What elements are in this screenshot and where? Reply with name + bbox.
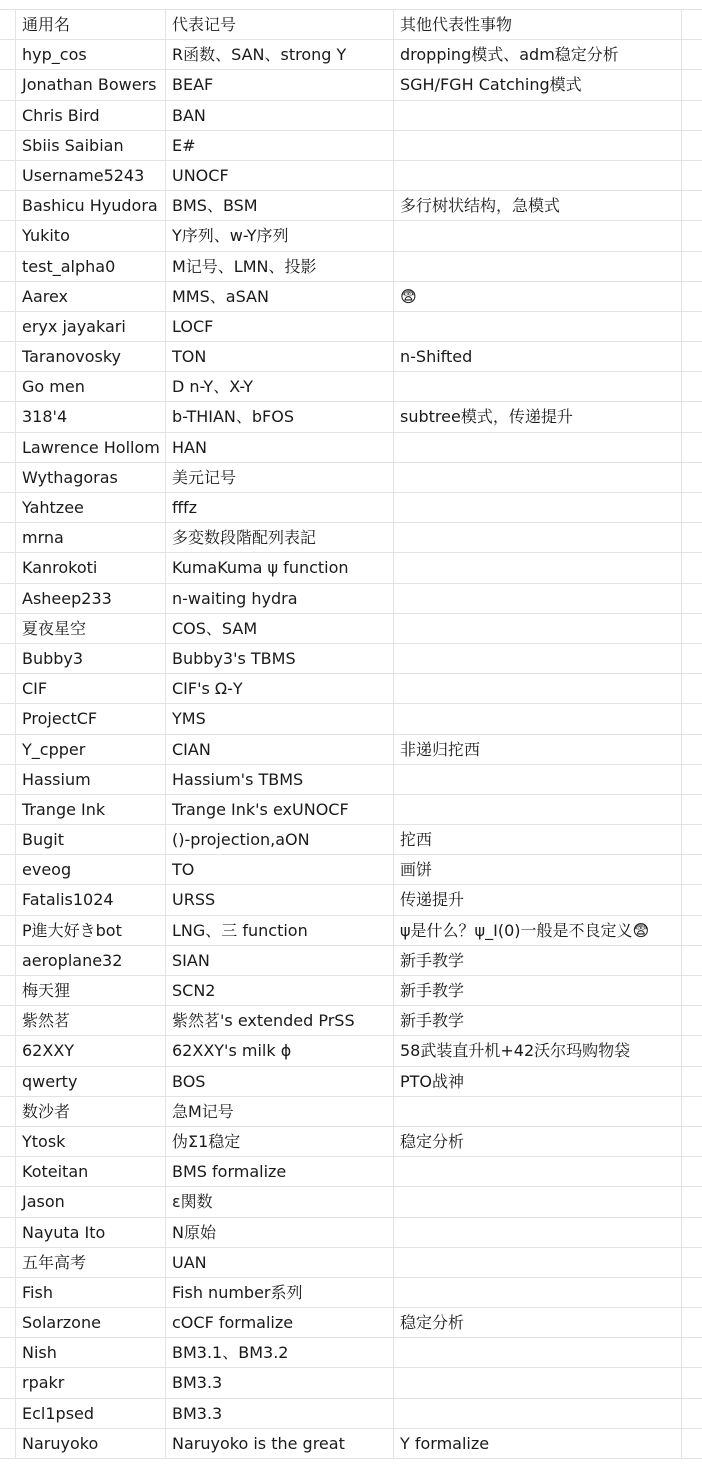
name-cell[interactable]: P進大好きbot	[16, 916, 166, 945]
row-gutter	[0, 825, 16, 854]
table-row	[0, 161, 702, 191]
other-cell[interactable]	[394, 1187, 682, 1216]
row-gutter	[0, 1067, 16, 1096]
name-cell[interactable]: Bubby3	[16, 644, 166, 673]
notation-cell[interactable]: MMS、aSAN	[166, 282, 394, 311]
notation-cell[interactable]: BM3.1、BM3.2	[166, 1338, 394, 1367]
row-gutter	[0, 644, 16, 673]
table-row	[0, 463, 702, 493]
table-row	[0, 252, 702, 282]
notation-cell[interactable]: M记号、LMN、投影	[166, 252, 394, 281]
empty-column-cell[interactable]	[682, 976, 702, 1005]
table-row	[0, 70, 702, 100]
table-row	[0, 855, 702, 885]
notation-cell[interactable]: UAN	[166, 1248, 394, 1277]
name-cell[interactable]: Fish	[16, 1278, 166, 1307]
name-cell[interactable]: Aarex	[16, 282, 166, 311]
header-row	[0, 10, 702, 40]
name-cell[interactable]: eveog	[16, 855, 166, 884]
other-cell[interactable]	[394, 1338, 682, 1367]
other-cell[interactable]	[394, 252, 682, 281]
table-row	[0, 795, 702, 825]
empty-column-cell[interactable]	[682, 1157, 702, 1186]
row-gutter	[0, 614, 16, 643]
notation-cell[interactable]: KumaKuma ψ function	[166, 553, 394, 582]
table-row	[0, 825, 702, 855]
table-row	[0, 523, 702, 553]
name-cell[interactable]: Sbiis Saibian	[16, 131, 166, 160]
empty-column-cell[interactable]	[682, 614, 702, 643]
other-cell[interactable]	[394, 765, 682, 794]
name-cell[interactable]: 梅天狸	[16, 976, 166, 1005]
other-cell[interactable]	[394, 553, 682, 582]
notation-cell[interactable]: LOCF	[166, 312, 394, 341]
row-gutter	[0, 1218, 16, 1247]
empty-column-cell[interactable]	[682, 282, 702, 311]
row-gutter	[0, 312, 16, 341]
notation-cell[interactable]: 62XXY's milk ϕ	[166, 1036, 394, 1065]
notation-cell[interactable]: R函数、SAN、strong Y	[166, 40, 394, 69]
other-cell[interactable]: 传递提升	[394, 885, 682, 914]
notation-cell[interactable]: Naruyoko is the great	[166, 1429, 394, 1458]
row-gutter	[0, 976, 16, 1005]
row-gutter	[0, 855, 16, 884]
empty-column-cell[interactable]	[682, 1248, 702, 1277]
table-row	[0, 101, 702, 131]
other-cell[interactable]	[394, 1399, 682, 1428]
name-cell[interactable]: 紫然茗	[16, 1006, 166, 1035]
notation-cell[interactable]: TON	[166, 342, 394, 371]
empty-column-cell[interactable]	[682, 1036, 702, 1065]
table-row	[0, 1006, 702, 1036]
notation-cell[interactable]: cOCF formalize	[166, 1308, 394, 1337]
row-gutter	[0, 70, 16, 99]
other-cell[interactable]: SGH/FGH Catching模式	[394, 70, 682, 99]
table-row	[0, 342, 702, 372]
other-cell[interactable]: Y formalize	[394, 1429, 682, 1458]
table-row	[0, 1399, 702, 1429]
table-row	[0, 885, 702, 915]
empty-column-cell[interactable]	[682, 40, 702, 69]
empty-column-cell[interactable]	[682, 1187, 702, 1216]
name-cell[interactable]: Jonathan Bowers	[16, 70, 166, 99]
row-gutter	[0, 523, 16, 552]
notation-cell[interactable]: BMS formalize	[166, 1157, 394, 1186]
table-row	[0, 614, 702, 644]
notation-table	[0, 10, 702, 1459]
empty-column-cell[interactable]	[682, 553, 702, 582]
other-cell[interactable]: 非递归拕西	[394, 735, 682, 764]
row-gutter	[0, 1036, 16, 1065]
table-row	[0, 976, 702, 1006]
empty-column-cell[interactable]	[682, 885, 702, 914]
empty-column-cell[interactable]	[682, 825, 702, 854]
row-gutter	[0, 1187, 16, 1216]
table-row	[0, 1338, 702, 1368]
notation-cell[interactable]: n-waiting hydra	[166, 584, 394, 613]
table-row	[0, 1368, 702, 1398]
row-gutter	[0, 40, 16, 69]
table-row	[0, 584, 702, 614]
name-cell[interactable]: test_alpha0	[16, 252, 166, 281]
name-cell[interactable]: 数沙者	[16, 1097, 166, 1126]
name-cell[interactable]: Username5243	[16, 161, 166, 190]
empty-column-cell[interactable]	[682, 372, 702, 401]
name-cell[interactable]: Ecl1psed	[16, 1399, 166, 1428]
table-row	[0, 372, 702, 402]
notation-cell[interactable]: fffz	[166, 493, 394, 522]
empty-column-cell[interactable]	[682, 1218, 702, 1247]
row-gutter	[0, 372, 16, 401]
empty-column-cell[interactable]	[682, 10, 702, 39]
name-cell[interactable]: Taranovosky	[16, 342, 166, 371]
name-cell[interactable]: Kanrokoti	[16, 553, 166, 582]
other-cell[interactable]	[394, 1368, 682, 1397]
notation-cell[interactable]: BM3.3	[166, 1399, 394, 1428]
row-gutter	[0, 221, 16, 250]
empty-column-cell[interactable]	[682, 70, 702, 99]
empty-column-cell[interactable]	[682, 312, 702, 341]
empty-column-cell[interactable]	[682, 735, 702, 764]
notation-cell[interactable]: CIF's Ω-Y	[166, 674, 394, 703]
table-row	[0, 402, 702, 432]
name-cell[interactable]: Koteitan	[16, 1157, 166, 1186]
notation-cell[interactable]: Hassium's TBMS	[166, 765, 394, 794]
row-gutter	[0, 674, 16, 703]
name-cell[interactable]: Jason	[16, 1187, 166, 1216]
empty-column-cell[interactable]	[682, 855, 702, 884]
empty-column-cell[interactable]	[682, 252, 702, 281]
table-row	[0, 674, 702, 704]
row-gutter	[0, 1097, 16, 1126]
notation-cell[interactable]: YMS	[166, 704, 394, 733]
row-gutter	[0, 1006, 16, 1035]
notation-cell[interactable]: 美元记号	[166, 463, 394, 492]
table-row	[0, 1036, 702, 1066]
notation-cell[interactable]: ε関数	[166, 1187, 394, 1216]
table-row	[0, 1248, 702, 1278]
table-row	[0, 1067, 702, 1097]
empty-column-cell[interactable]	[682, 131, 702, 160]
notation-cell[interactable]: N原始	[166, 1218, 394, 1247]
notation-cell[interactable]: BOS	[166, 1067, 394, 1096]
notation-cell[interactable]: Bubby3's TBMS	[166, 644, 394, 673]
other-cell[interactable]	[394, 644, 682, 673]
empty-column-cell[interactable]	[682, 1127, 702, 1156]
table-row	[0, 704, 702, 734]
notation-cell[interactable]: BEAF	[166, 70, 394, 99]
notation-cell[interactable]: BAN	[166, 101, 394, 130]
table-row	[0, 1097, 702, 1127]
row-gutter	[0, 1127, 16, 1156]
empty-column-cell[interactable]	[682, 1006, 702, 1035]
row-gutter	[0, 1399, 16, 1428]
notation-cell[interactable]: 多変数段階配列表記	[166, 523, 394, 552]
row-gutter	[0, 1248, 16, 1277]
name-cell[interactable]: Yukito	[16, 221, 166, 250]
table-row	[0, 1157, 702, 1187]
other-cell[interactable]	[394, 101, 682, 130]
empty-column-cell[interactable]	[682, 1338, 702, 1367]
notation-cell[interactable]: SIAN	[166, 946, 394, 975]
other-cell[interactable]	[394, 433, 682, 462]
notation-cell[interactable]: ()-projection,aON	[166, 825, 394, 854]
row-gutter	[0, 161, 16, 190]
table-row	[0, 433, 702, 463]
other-cell[interactable]	[394, 584, 682, 613]
other-cell[interactable]: 画饼	[394, 855, 682, 884]
row-gutter	[0, 1368, 16, 1397]
empty-column-cell[interactable]	[682, 493, 702, 522]
empty-column-cell[interactable]	[682, 523, 702, 552]
row-gutter	[0, 1278, 16, 1307]
table-row	[0, 282, 702, 312]
name-cell[interactable]: hyp_cos	[16, 40, 166, 69]
empty-column-cell[interactable]	[682, 1097, 702, 1126]
name-cell[interactable]: Lawrence Hollom	[16, 433, 166, 462]
table-row	[0, 191, 702, 221]
notation-cell[interactable]: LNG、三 function	[166, 916, 394, 945]
row-gutter	[0, 1308, 16, 1337]
name-cell[interactable]: Ytosk	[16, 1127, 166, 1156]
empty-column-cell[interactable]	[682, 342, 702, 371]
table-row	[0, 1218, 702, 1248]
other-cell[interactable]: 稳定分析	[394, 1308, 682, 1337]
name-cell[interactable]: Chris Bird	[16, 101, 166, 130]
other-cell[interactable]	[394, 1097, 682, 1126]
row-gutter	[0, 584, 16, 613]
other-cell[interactable]: 新手教学	[394, 946, 682, 975]
empty-column-cell[interactable]	[682, 191, 702, 220]
other-cell[interactable]: 新手教学	[394, 976, 682, 1005]
name-cell[interactable]: rpakr	[16, 1368, 166, 1397]
row-gutter	[0, 433, 16, 462]
other-cell[interactable]: 稳定分析	[394, 1127, 682, 1156]
other-cell[interactable]	[394, 1157, 682, 1186]
notation-cell[interactable]: Trange Ink's exUNOCF	[166, 795, 394, 824]
row-gutter	[0, 252, 16, 281]
notation-cell[interactable]: COS、SAM	[166, 614, 394, 643]
other-cell[interactable]	[394, 463, 682, 492]
name-cell[interactable]: Solarzone	[16, 1308, 166, 1337]
table-row	[0, 946, 702, 976]
empty-column-cell[interactable]	[682, 1368, 702, 1397]
empty-column-cell[interactable]	[682, 101, 702, 130]
empty-column-cell[interactable]	[682, 1399, 702, 1428]
other-cell[interactable]	[394, 1248, 682, 1277]
table-row	[0, 644, 702, 674]
name-cell[interactable]: Asheep233	[16, 584, 166, 613]
name-cell[interactable]: Naruyoko	[16, 1429, 166, 1458]
header-cell[interactable]: 通用名	[16, 10, 166, 39]
notation-cell[interactable]: D n-Y、X-Y	[166, 372, 394, 401]
notation-cell[interactable]: 急M记号	[166, 1097, 394, 1126]
notation-cell[interactable]: BM3.3	[166, 1368, 394, 1397]
row-gutter	[0, 765, 16, 794]
name-cell[interactable]: 五年高考	[16, 1248, 166, 1277]
other-cell[interactable]	[394, 1218, 682, 1247]
notation-cell[interactable]: UNOCF	[166, 161, 394, 190]
row-gutter	[0, 402, 16, 431]
other-cell[interactable]: 多行树状结构，急模式	[394, 191, 682, 220]
header-cell[interactable]: 其他代表性事物	[394, 10, 682, 39]
name-cell[interactable]: Go men	[16, 372, 166, 401]
empty-column-cell[interactable]	[682, 402, 702, 431]
row-gutter	[0, 916, 16, 945]
name-cell[interactable]: eryx jayakari	[16, 312, 166, 341]
row-gutter	[0, 10, 16, 39]
table-row	[0, 765, 702, 795]
name-cell[interactable]: mrna	[16, 523, 166, 552]
other-cell[interactable]	[394, 674, 682, 703]
notation-cell[interactable]: Y序列、w-Y序列	[166, 221, 394, 250]
row-gutter	[0, 282, 16, 311]
name-cell[interactable]: Trange Ink	[16, 795, 166, 824]
name-cell[interactable]: Y_cpper	[16, 735, 166, 764]
table-row	[0, 1127, 702, 1157]
other-cell[interactable]: dropping模式、adm稳定分析	[394, 40, 682, 69]
empty-column-cell[interactable]	[682, 916, 702, 945]
table-row	[0, 1308, 702, 1338]
other-cell[interactable]: n-Shifted	[394, 342, 682, 371]
empty-column-cell[interactable]	[682, 765, 702, 794]
other-cell[interactable]	[394, 312, 682, 341]
table-row	[0, 312, 702, 342]
empty-column-cell[interactable]	[682, 795, 702, 824]
other-cell[interactable]	[394, 161, 682, 190]
row-gutter	[0, 131, 16, 160]
table-row	[0, 40, 702, 70]
table-row	[0, 1187, 702, 1217]
other-cell[interactable]	[394, 795, 682, 824]
other-cell[interactable]	[394, 704, 682, 733]
other-cell[interactable]: 新手教学	[394, 1006, 682, 1035]
name-cell[interactable]: 318'4	[16, 402, 166, 431]
table-row	[0, 916, 702, 946]
name-cell[interactable]: aeroplane32	[16, 946, 166, 975]
empty-column-cell[interactable]	[682, 704, 702, 733]
notation-cell[interactable]: b-THIAN、bFOS	[166, 402, 394, 431]
table-row	[0, 1278, 702, 1308]
empty-column-cell[interactable]	[682, 1308, 702, 1337]
name-cell[interactable]: CIF	[16, 674, 166, 703]
row-gutter	[0, 1157, 16, 1186]
name-cell[interactable]: Nayuta Ito	[16, 1218, 166, 1247]
notation-cell[interactable]: E#	[166, 131, 394, 160]
row-gutter	[0, 493, 16, 522]
notation-cell[interactable]: TO	[166, 855, 394, 884]
other-cell[interactable]	[394, 221, 682, 250]
table-row	[0, 131, 702, 161]
other-cell[interactable]: 拕西	[394, 825, 682, 854]
other-cell[interactable]: 58武装直升机+42沃尔玛购物袋	[394, 1036, 682, 1065]
row-gutter	[0, 735, 16, 764]
row-gutter	[0, 463, 16, 492]
notation-cell[interactable]: CIAN	[166, 735, 394, 764]
name-cell[interactable]: 62XXY	[16, 1036, 166, 1065]
other-cell[interactable]	[394, 523, 682, 552]
name-cell[interactable]: qwerty	[16, 1067, 166, 1096]
row-gutter	[0, 342, 16, 371]
table-row	[0, 1429, 702, 1459]
notation-cell[interactable]: 紫然茗's extended PrSS	[166, 1006, 394, 1035]
other-cell[interactable]	[394, 372, 682, 401]
name-cell[interactable]: Nish	[16, 1338, 166, 1367]
name-cell[interactable]: ProjectCF	[16, 704, 166, 733]
other-cell[interactable]: 😨	[394, 282, 682, 311]
notation-cell[interactable]: Fish number系列	[166, 1278, 394, 1307]
table-row	[0, 493, 702, 523]
row-gutter	[0, 101, 16, 130]
row-gutter	[0, 946, 16, 975]
notation-cell[interactable]: BMS、BSM	[166, 191, 394, 220]
other-cell[interactable]: ψ是什么？ψ_I(0)一般是不良定义😨	[394, 916, 682, 945]
empty-column-cell[interactable]	[682, 1429, 702, 1458]
row-gutter	[0, 1338, 16, 1367]
row-gutter	[0, 885, 16, 914]
notation-cell[interactable]: URSS	[166, 885, 394, 914]
other-cell[interactable]: PTO战神	[394, 1067, 682, 1096]
empty-column-cell[interactable]	[682, 1067, 702, 1096]
empty-column-cell[interactable]	[682, 644, 702, 673]
empty-column-cell[interactable]	[682, 946, 702, 975]
name-cell[interactable]: Bashicu Hyudora	[16, 191, 166, 220]
row-gutter	[0, 704, 16, 733]
name-cell[interactable]: Yahtzee	[16, 493, 166, 522]
other-cell[interactable]: subtree模式，传递提升	[394, 402, 682, 431]
other-cell[interactable]	[394, 493, 682, 522]
table-row	[0, 221, 702, 251]
name-cell[interactable]: 夏夜星空	[16, 614, 166, 643]
header-cell[interactable]: 代表记号	[166, 10, 394, 39]
empty-column-cell[interactable]	[682, 584, 702, 613]
table-row	[0, 553, 702, 583]
row-gutter	[0, 795, 16, 824]
empty-column-cell[interactable]	[682, 161, 702, 190]
other-cell[interactable]	[394, 614, 682, 643]
notation-cell[interactable]: HAN	[166, 433, 394, 462]
notation-cell[interactable]: 伪Σ1稳定	[166, 1127, 394, 1156]
empty-column-cell[interactable]	[682, 674, 702, 703]
other-cell[interactable]	[394, 1278, 682, 1307]
empty-column-cell[interactable]	[682, 463, 702, 492]
table-row	[0, 735, 702, 765]
notation-cell[interactable]: SCN2	[166, 976, 394, 1005]
empty-column-cell[interactable]	[682, 1278, 702, 1307]
name-cell[interactable]: Hassium	[16, 765, 166, 794]
empty-column-cell[interactable]	[682, 433, 702, 462]
row-gutter	[0, 191, 16, 220]
name-cell[interactable]: Bugit	[16, 825, 166, 854]
row-gutter	[0, 553, 16, 582]
name-cell[interactable]: Fatalis1024	[16, 885, 166, 914]
row-gutter	[0, 1429, 16, 1458]
name-cell[interactable]: Wythagoras	[16, 463, 166, 492]
other-cell[interactable]	[394, 131, 682, 160]
empty-column-cell[interactable]	[682, 221, 702, 250]
